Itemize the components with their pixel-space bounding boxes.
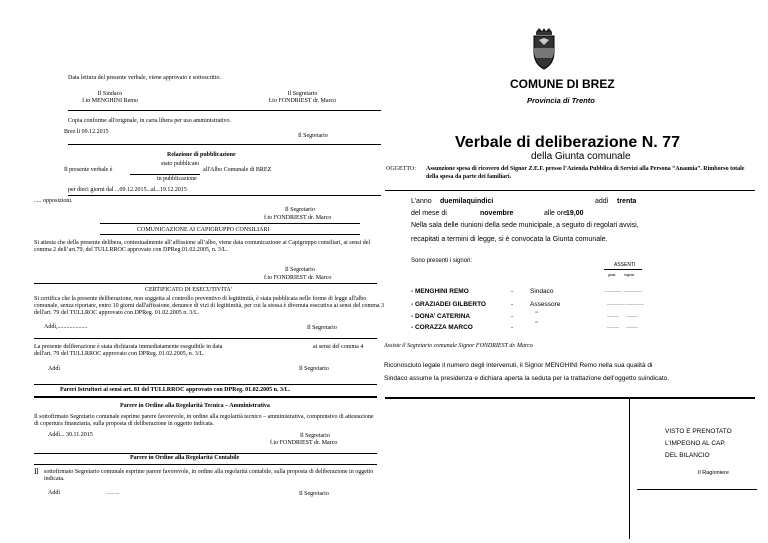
segretario-label: Il Segretario — [307, 325, 337, 331]
divider — [385, 397, 755, 399]
assiste-text: Assiste il Segretario comunale Signor FONDRIEST dr. Marco — [384, 343, 533, 349]
provincia: Provincia di Trento — [527, 96, 595, 105]
segretario-label: Il Segretario — [285, 207, 315, 213]
member-ingiust: ……… — [624, 288, 642, 294]
presenti-label: Sono presenti i signori: — [411, 258, 473, 264]
divider — [68, 110, 381, 111]
segretario-label: Il Segretario — [298, 133, 328, 139]
certificato-title: CERTIFICATO DI ESECUTIVITA' — [145, 287, 232, 293]
mese-value: novembre — [480, 210, 514, 217]
visto-prenotato: VISTO E PRENOTATO — [665, 428, 732, 435]
ingiust-label: ingiust. — [624, 273, 636, 277]
mese-label: del mese di — [411, 210, 447, 217]
segretario-label: Il Segretario — [300, 433, 330, 439]
member-role: Assessore — [530, 301, 561, 308]
divider — [34, 283, 377, 284]
segretario-label: Il Segretario — [299, 491, 329, 497]
giunta-subtitle: della Giunta comunale — [531, 151, 631, 162]
ore-value: 19,00 — [566, 210, 584, 217]
ragioniere-label: Il Ragioniere — [698, 470, 729, 476]
divider — [100, 223, 360, 224]
member-role: Sindaco — [530, 288, 554, 295]
addi-date: Addì... 30.11.2015 — [48, 432, 93, 438]
immediata-text: La presente deliberazione è stata dichiarata immediatamente eseguibile in data — [34, 344, 223, 350]
addi-label: addì — [595, 198, 609, 205]
member-dash: - — [511, 301, 514, 308]
member-name: - CORAZZA MARCO — [411, 324, 473, 331]
verbale-title: Verbale di deliberazione N. 77 — [455, 134, 680, 151]
divider — [385, 190, 755, 191]
divider — [604, 269, 642, 270]
parere-tecnica-title: Parere in Ordine alla Regolarità Tecnica – Amministrativa — [120, 403, 270, 409]
divider — [34, 464, 377, 465]
member-dash: - — [511, 313, 514, 320]
comma4: ai sensi del comma 4 — [313, 344, 364, 350]
brez-date: Brez li 09.12.2015 — [64, 129, 109, 135]
albo-text: all'Albo Comunale di BREZ — [203, 167, 272, 173]
giust-label: giust. — [608, 273, 617, 277]
pareri-title: Pareri Istruttori ai sensi art. 81 del TULLRROC approvato con DPReg. 01.02.2005 n. 3/L. — [60, 387, 291, 393]
divider — [34, 396, 377, 398]
oggetto-label: OGGETTO: — [386, 166, 416, 172]
segretario-name: f.to FONDRIEST dr. Marco — [268, 98, 337, 104]
member-name: - GRAZIADEI GILBERTO — [411, 301, 486, 308]
member-giust: ……… — [604, 288, 622, 294]
coat-of-arms-icon — [530, 28, 558, 70]
recapitati-text: recapitati a termini di legge, si è convocata la Giunta comunale. — [411, 236, 608, 243]
parere-contabile-title: Parere in Ordine alla Regolarità Contabile — [130, 455, 240, 461]
divider — [100, 234, 360, 235]
member-role: " — [530, 311, 538, 318]
parere-contabile-initial: Il — [34, 467, 39, 476]
member-giust: ……… — [607, 301, 625, 307]
addi-label: Addì — [48, 366, 60, 372]
intro-text: Data lettura del presente verbale, viene approvato e sottoscritto. — [68, 75, 221, 81]
sindaco-title: Il Sindaco — [97, 91, 123, 97]
parere-tecnica-text: Il sottofirmato Segretario comunale esprime parere favorevole, in ordine alla regolarità tecnico – amministrativa, comprensivo di attestazione di copertura finanziaria, sulla proposta di deliberazione in oggetto indicata. — [34, 414, 374, 427]
column-divider — [629, 399, 630, 539]
in-pubblicazione: in pubblicazione — [157, 176, 197, 182]
relazione-title: Relazione di pubblicazione — [167, 152, 236, 158]
giorno-value: trenta — [617, 198, 637, 205]
member-ingiust: ……… — [626, 301, 644, 307]
capigruppo-title: COMUNICAZIONE AI CAPIGRUPPO CONSILIARI — [137, 227, 270, 233]
parere-contabile-text: sottofirmato Segretario comunale esprime parere favorevole, in ordine alla regolarità contabile, sulla proposta di deliberazione in oggetto indicata. — [44, 469, 374, 482]
capigruppo-text: Si attesta che della presente delibera, contestualmente all’affissione all’albo, viene data comunicazione ai Capigruppo consiliari, ai sensi del comma 2 dell’art.79, del TULLRROC approvato con DPReg.01.02.2005, n. 3/L. — [34, 240, 371, 253]
divider — [34, 338, 377, 339]
riconosciuto-text: Riconosciuto legale il numero degli intervenuti, il Signor MENGHINI Remo nella sua qualità di — [384, 362, 653, 369]
divider — [34, 453, 377, 454]
anno-value: duemilaquindici — [440, 198, 494, 205]
divider — [637, 489, 757, 490]
member-ingiust: …… — [626, 313, 638, 319]
copia-text: Copia conforme all'originale, in carta libera per uso amministrativo. — [68, 118, 232, 124]
ore-label: alle ore — [544, 210, 567, 217]
divider — [34, 384, 377, 385]
opposizioni: ..... opposizioni. — [34, 198, 73, 204]
anno-label: L’anno — [411, 198, 432, 205]
presente-verbale: Il presente verbale è — [64, 167, 113, 173]
sindaco-name: f.to MENGHINI Remo — [82, 98, 138, 104]
sindaco-assume-text: Sindaco assume la presidenza e dichiara aperta la seduta per la trattazione dell’oggetto suindicato. — [384, 375, 670, 382]
member-giust: …… — [607, 313, 619, 319]
underline — [130, 174, 200, 175]
segretario-name: f.to FONDRIEST dr. Marco — [270, 440, 338, 446]
impegno-cap: L’IMPEGNO AL CAP. — [665, 440, 726, 447]
dieci-giorni: per dieci giorni dal ...09.12.2015...al...19.12.2015 — [68, 187, 187, 193]
segretario-label: Il Segretario — [285, 267, 315, 273]
addi-label: Addì — [48, 490, 60, 496]
member-dash: - — [511, 324, 514, 331]
comune-title: COMUNE DI BREZ — [510, 77, 615, 91]
oggetto-text: Assunzione spesa di ricovero del Signor Z.E.F. presso l’Azienda Pubblica di Servizi alla Persona “Anaunia”. Rimborso totale della spesa da parte dei familiari. — [426, 166, 745, 180]
divider — [68, 195, 381, 196]
member-dash: - — [511, 288, 514, 295]
member-ingiust: …… — [626, 324, 638, 330]
segretario-label: Il Segretario — [299, 366, 329, 372]
addi-dots-2: ……. — [106, 490, 120, 496]
divider — [68, 144, 381, 145]
del-bilancio: DEL BILANCIO — [665, 452, 710, 459]
member-name: - DONA’ CATERINA — [411, 313, 471, 320]
segretario-name: f.to FONDRIEST dr. Marco — [264, 275, 332, 281]
segretario-name: f.to FONDRIEST dr. Marco — [264, 215, 332, 221]
addi-dots: Addì,.................... — [44, 324, 88, 330]
certificato-text: Si certifica che la presente deliberazione, non soggetta al controllo preventivo di legittimità, è stata pubblicata nelle forme di legge all'albo comunale, senza riportare, entro 10 giorni dall'affissione, denunce di vizi di legittimità, per cui la stessa è divenuta esecutiva ai sensi del comma 3 dell'art. 79 del TULLROC approvato con DPReg. 01.02.2005 n. 3/L. — [34, 296, 385, 316]
immediata-text-2: dell'art. 79 del TULLRROC approvato con DPReg. 01.02.2005, n. 3/L. — [34, 351, 205, 357]
segretario-title: Il Segretario — [287, 91, 318, 97]
assenti-label: ASSENTI — [614, 262, 636, 268]
riunioni-text: Nella sala delle riunioni della sede municipale, a seguito di regolari avvisi, — [411, 222, 639, 229]
member-role: " — [530, 321, 538, 328]
member-giust: …… — [607, 324, 619, 330]
stato-pubblicato: stato pubblicato — [161, 161, 200, 167]
member-name: - MENGHINI REMO — [411, 288, 469, 295]
